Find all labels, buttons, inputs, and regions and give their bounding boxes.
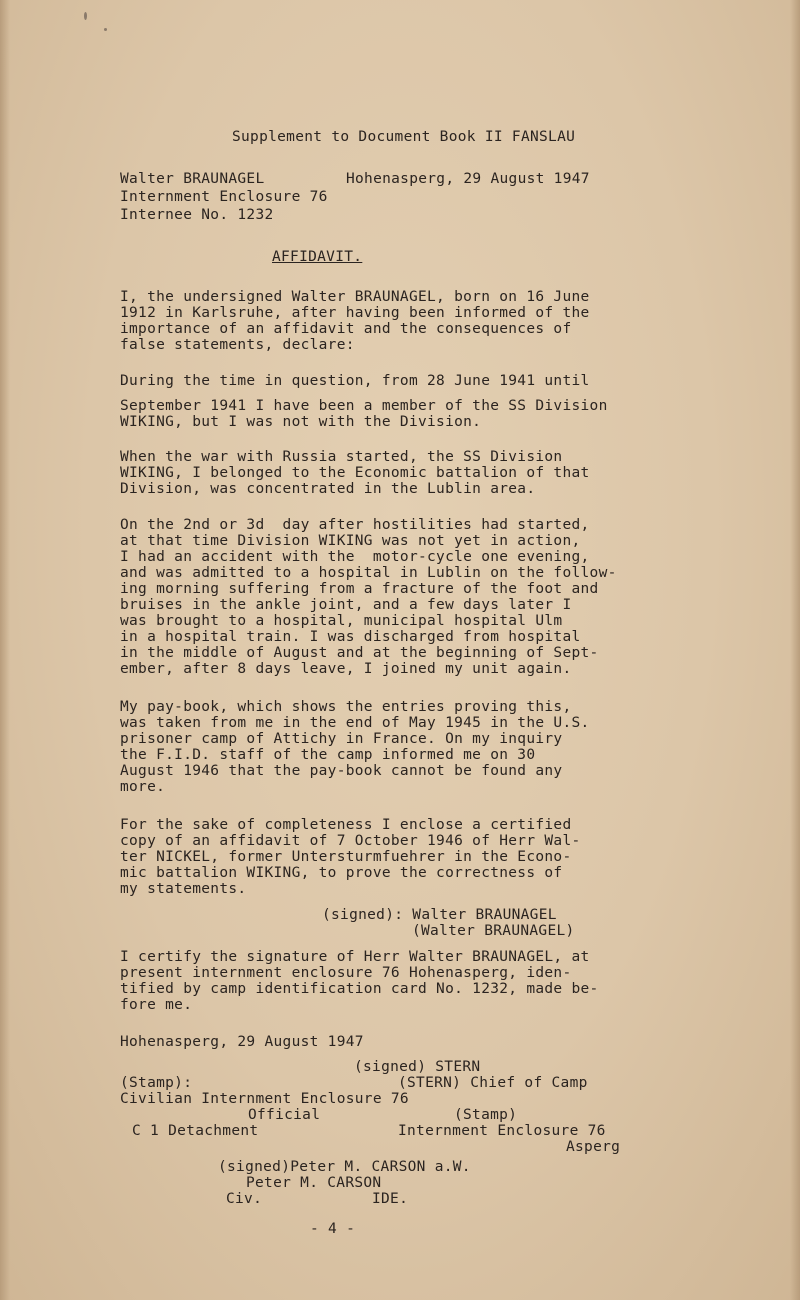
carson-name: Peter M. CARSON [246,1175,382,1191]
body-line: On the 2nd or 3d day after hostilities had started, [120,517,590,533]
body-line: at that time Division WIKING was not yet in action, [120,533,581,549]
internment-right: Internment Enclosure 76 [398,1123,606,1139]
page-edge-right [790,0,800,1300]
ide-label: IDE. [372,1191,409,1207]
internee-number: Internee No. 1232 [120,207,274,223]
supplement-title: Supplement to Document Book II FANSLAU [232,129,576,145]
carson-signed: (signed)Peter M. CARSON a.W. [218,1159,471,1175]
body-line: My pay-book, which shows the entries proving this, [120,699,572,715]
body-line: bruises in the ankle joint, and a few days later I [120,597,572,613]
place-date: Hohenasperg, 29 August 1947 [346,171,590,187]
body-line: mic battalion WIKING, to prove the correctness of [120,865,563,881]
body-line: Division, was concentrated in the Lublin area. [120,481,536,497]
body-line: August 1946 that the pay-book cannot be found any [120,763,563,779]
asperg-label: Asperg [566,1139,621,1155]
affidavit-heading: AFFIDAVIT. [272,249,363,265]
body-line: September 1941 I have been a member of the SS Division [120,398,608,414]
signature-line: (signed): Walter BRAUNAGEL [322,907,557,923]
body-line: ter NICKEL, former Untersturmfuehrer in the Econo- [120,849,572,865]
body-line: WIKING, but I was not with the Division. [120,414,482,430]
page-edge-left [0,0,10,1300]
body-line: and was admitted to a hospital in Lublin on the follow- [120,565,617,581]
page-number: - 4 - [310,1221,356,1237]
body-line: in a hospital train. I was discharged from hospital [120,629,581,645]
enclosure-line: Internment Enclosure 76 [120,189,328,205]
stern-title: (STERN) Chief of Camp [398,1075,588,1091]
paper-speck [104,28,107,31]
body-line: I certify the signature of Herr Walter BRAUNAGEL, at [120,949,590,965]
body-line: For the sake of completeness I enclose a certified [120,817,572,833]
body-line: ing morning suffering from a fracture of the foot and [120,581,599,597]
body-line: present internment enclosure 76 Hohenasperg, iden- [120,965,572,981]
body-line: was taken from me in the end of May 1945 in the U.S. [120,715,590,731]
body-line: the F.I.D. staff of the camp informed me on 30 [120,747,536,763]
body-line: During the time in question, from 28 June 1941 until [120,373,590,389]
body-line: WIKING, I belonged to the Economic battalion of that [120,465,590,481]
stern-signed: (signed) STERN [354,1059,481,1075]
detachment-label: C 1 Detachment [132,1123,259,1139]
body-line: copy of an affidavit of 7 October 1946 of Herr Wal- [120,833,581,849]
official-label: Official [248,1107,321,1123]
author-name: Walter BRAUNAGEL [120,171,265,187]
body-line: When the war with Russia started, the SS Division [120,449,563,465]
body-line: my statements. [120,881,247,897]
body-line: false statements, declare: [120,337,355,353]
body-line: ember, after 8 days leave, I joined my unit again. [120,661,572,677]
body-line: prisoner camp of Attichy in France. On my inquiry [120,731,563,747]
cert-place-date: Hohenasperg, 29 August 1947 [120,1034,364,1050]
body-line: in the middle of August and at the beginning of Sept- [120,645,599,661]
civ-label: Civ. [226,1191,263,1207]
body-line: 1912 in Karlsruhe, after having been informed of the [120,305,590,321]
signature-name: (Walter BRAUNAGEL) [412,923,575,939]
body-line: importance of an affidavit and the consequences of [120,321,572,337]
paper-speck [84,12,87,20]
stamp-left: (Stamp): [120,1075,193,1091]
body-line: was brought to a hospital, municipal hospital Ulm [120,613,563,629]
body-line: I had an accident with the motor-cycle one evening, [120,549,590,565]
civilian-enclosure: Civilian Internment Enclosure 76 [120,1091,409,1107]
body-line: I, the undersigned Walter BRAUNAGEL, born on 16 June [120,289,590,305]
body-line: tified by camp identification card No. 1232, made be- [120,981,599,997]
stamp-right: (Stamp) [454,1107,518,1123]
body-line: fore me. [120,997,193,1013]
body-line: more. [120,779,166,795]
